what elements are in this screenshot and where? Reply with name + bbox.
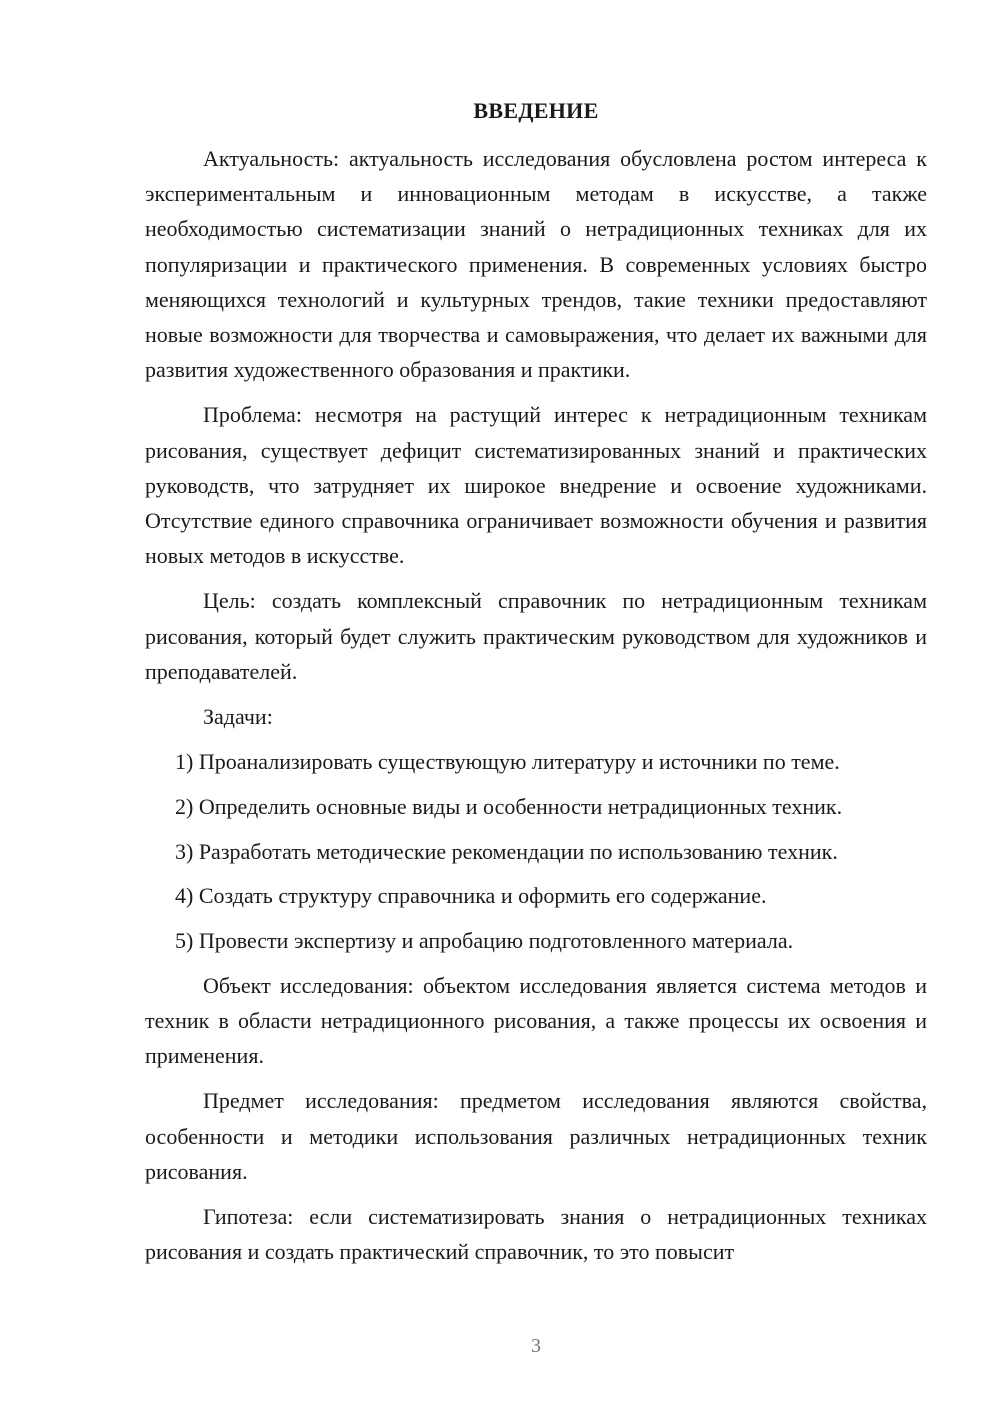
task-item: 5) Провести экспертизу и апробацию подготовленного материала. xyxy=(175,928,794,954)
task-item: 4) Создать структуру справочника и оформить его содержание. xyxy=(175,883,767,909)
task-item: 1) Проанализировать существующую литературу и источники по теме. xyxy=(175,749,840,775)
page-number: 3 xyxy=(531,1335,541,1357)
paragraph-relevance: Актуальность: актуальность исследования обусловлена ростом интереса к экспериментальным и инновационным методам в искусстве, а также необходимостью систематизации знаний о нетрадиционных техниках для их популяризации и практического применения. В современных условиях быстро меняющихся технологий и культурных трендов, такие техники предоставляют новые возможности для творчества и самовыражения, что делает их важными для развития художественного образования и практики. xyxy=(145,146,927,383)
document-body xyxy=(145,141,927,1269)
paragraph-goal: Цель: создать комплексный справочник по нетрадиционным техникам рисования, который будет служить практическим руководством для художников и преподавателей. xyxy=(145,588,927,684)
task-list xyxy=(145,744,927,958)
task-item: 2) Определить основные виды и особенности нетрадиционных техник. xyxy=(175,793,843,819)
paragraph-subject: Предмет исследования: предметом исследования являются свойства, особенности и методики использования различных нетрадиционных техник рисования. xyxy=(145,1088,927,1184)
tasks-label: Задачи: xyxy=(203,704,273,730)
paragraph-problem: Проблема: несмотря на растущий интерес к нетрадиционным техникам рисования, существует дефицит систематизированных знаний и практических руководств, что затрудняет их широкое внедрение и освоение художниками. Отсутствие единого справочника ограничивает возможности обучения и развития новых методов в искусстве. xyxy=(145,402,927,569)
page-heading: ВВЕДЕНИЕ xyxy=(473,98,599,123)
paragraph-hypothesis: Гипотеза: если систематизировать знания о нетрадиционных техниках рисования и создать практический справочник, то это повысит xyxy=(145,1203,927,1265)
task-item: 3) Разработать методические рекомендации по использованию техник. xyxy=(175,838,838,864)
paragraph-object: Объект исследования: объектом исследования является система методов и техник в области нетрадиционного рисования, а также процессы их освоения и применения. xyxy=(145,972,927,1069)
